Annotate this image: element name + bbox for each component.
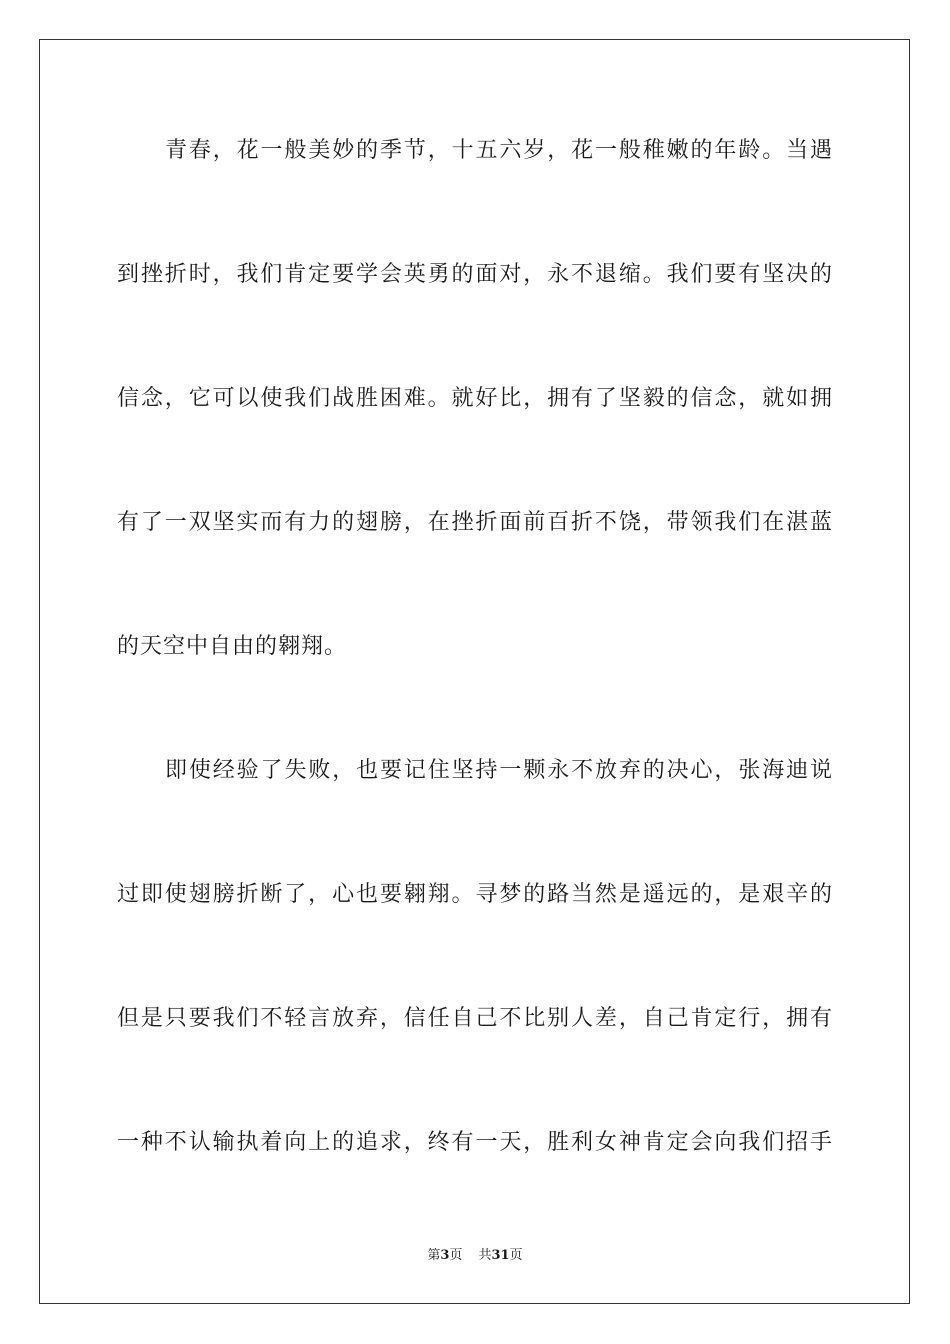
page-number: 3 xyxy=(440,1248,450,1263)
total-pages: 31 xyxy=(491,1248,510,1263)
paragraph-1-line-3: 信念，它可以使我们战胜困难。就好比，拥有了坚毅的信念，就如拥 xyxy=(117,386,833,411)
paragraph-2-line-4: 一种不认输执着向上的追求，终有一天，胜利女神肯定会向我们招手 xyxy=(117,1130,833,1155)
page-suffix: 页 xyxy=(449,1248,463,1263)
paragraph-2-line-3: 但是只要我们不轻言放弃，信任自己不比别人差，自己肯定行，拥有 xyxy=(117,1006,833,1031)
paragraph-1-line-2: 到挫折时，我们肯定要学会英勇的面对，永不退缩。我们要有坚决的 xyxy=(117,262,833,287)
total-prefix: 共 xyxy=(478,1248,492,1263)
page-footer xyxy=(0,1247,950,1265)
paragraph-2-line-1: 即使经验了失败，也要记住坚持一颗永不放弃的决心，张海迪说 xyxy=(165,758,833,783)
paragraph-2-line-2: 过即使翅膀折断了，心也要翱翔。寻梦的路当然是遥远的，是艰辛的 xyxy=(117,882,833,907)
paragraph-1-line-4: 有了一双坚实而有力的翅膀，在挫折面前百折不饶，带领我们在湛蓝 xyxy=(117,510,833,535)
page-prefix: 第 xyxy=(427,1248,441,1263)
page-border xyxy=(39,39,910,1304)
paragraph-1-line-1: 青春，花一般美妙的季节，十五六岁，花一般稚嫩的年龄。当遇 xyxy=(165,138,833,163)
paragraph-1-line-5: 的天空中自由的翱翔。 xyxy=(117,634,348,659)
total-suffix: 页 xyxy=(509,1248,523,1263)
